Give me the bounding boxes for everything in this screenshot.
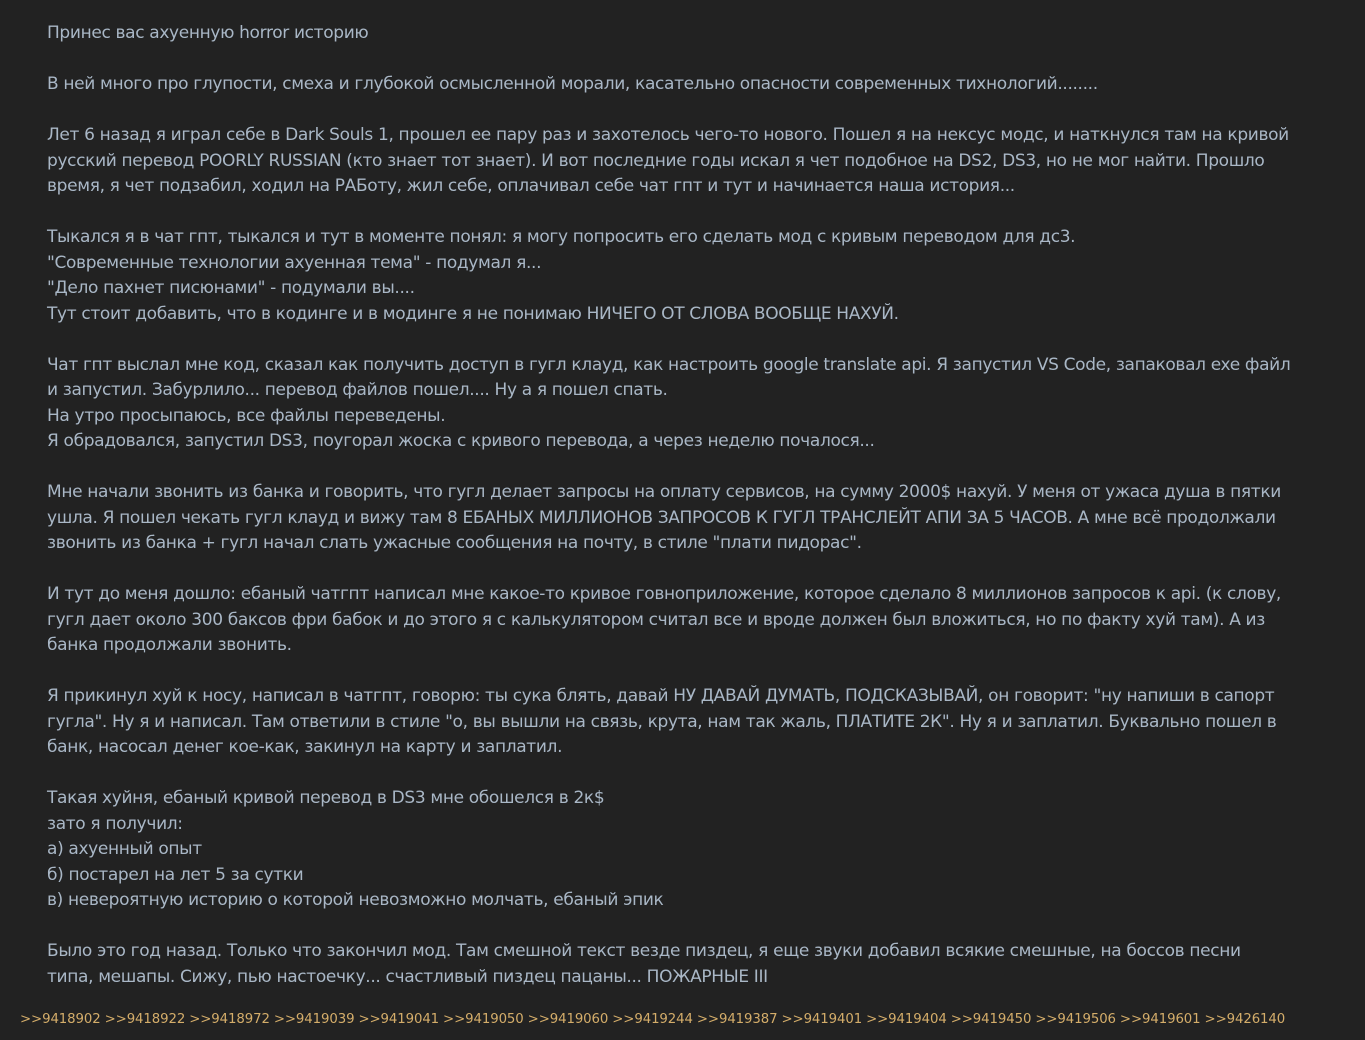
post-text-line: Тыкался я в чат гпт, тыкался и тут в моменте понял: я могу попросить его сделать мод с кривым переводом для дс3.	[47, 227, 1076, 247]
reply-link[interactable]: >>9419401	[781, 1012, 863, 1027]
reply-link[interactable]: >>9418972	[189, 1012, 270, 1027]
reply-link[interactable]: >>9419039	[273, 1012, 355, 1027]
post-text-line: банка продолжали звонить.	[47, 635, 292, 655]
reply-link[interactable]: >>9419387	[696, 1012, 778, 1027]
post-text-line: И тут до меня дошло: ебаный чатгпт написал мне какое-то кривое говноприложение, которое сделало 8 миллионов запросов к api. (к слову,	[47, 584, 1281, 604]
post-paragraph	[47, 786, 1352, 914]
post-text-line: Было это год назад. Только что закончил мод. Там смешной текст везде пиздец, я еще звуки добавил всякие смешные, на боссов песни	[47, 941, 1241, 961]
post-body	[47, 21, 1352, 990]
post-text-line: Я прикинул хуй к носу, написал в чатгпт, говорю: ты сука блять, давай НУ ДАВАЙ ДУМАТЬ, ПОДСКАЗЫВАЙ, он говорит: "ну напиши в сапорт	[47, 686, 1275, 706]
post-text-line: зато я получил:	[47, 813, 183, 834]
post-paragraph	[47, 684, 1352, 761]
post-text-line: Тут стоит добавить, что в кодинге и в модинге я не понимаю НИЧЕГО ОТ СЛОВА ВООБЩЕ НАХУЙ.	[47, 303, 899, 324]
reply-link[interactable]: >>9418922	[104, 1012, 186, 1027]
post-text-line: гугла". Ну я и написал. Там ответили в стиле "о, вы вышли на связь, крута, нам так жаль, ПЛАТИТЕ 2К". Ну я и заплатил. Буквально пошел в	[47, 711, 1277, 732]
reply-link[interactable]: >>9419050	[443, 1012, 524, 1027]
post-text-line: Я обрадовался, запустил DS3, поугорал жоска с кривого перевода, а через неделю почалося...	[47, 431, 875, 451]
post-text-line: типа, мешапы. Сижу, пью настоечку... счастливый пиздец пацаны... ПОЖАРНЫЕ III	[47, 966, 768, 987]
post-text-line: и запустил. Забурлило... перевод файлов пошел.... Ну а я пошел спать.	[47, 380, 668, 400]
reply-link[interactable]: >>9418902	[20, 1012, 101, 1027]
reply-link[interactable]: >>9419450	[950, 1012, 1032, 1027]
post-paragraph	[47, 123, 1352, 200]
post-text-line: "Дело пахнет писюнами" - подумали вы....	[47, 278, 415, 298]
post-text-line: Чат гпт выслал мне код, сказал как получить доступ в гугл клауд, как настроить google translate api. Я запустил VS Code, запаковал exe файл	[47, 354, 1291, 375]
post-paragraph	[47, 939, 1352, 990]
post-text-line: На утро просыпаюсь, все файлы переведены.	[47, 405, 446, 426]
reply-link[interactable]: >>9419060	[527, 1012, 609, 1027]
post-text-line: банк, насосал денег кое-как, закинул на карту и заплатил.	[47, 737, 563, 757]
reply-link[interactable]: >>9419041	[358, 1012, 440, 1027]
post-text-line: звонить из банка + гугл начал слать ужасные сообщения на почту, в стиле "плати пидорас".	[47, 533, 862, 553]
post-text-line: Такая хуйня, ебаный кривой перевод в DS3 мне обошелся в 2к$	[47, 788, 605, 808]
post-paragraph	[47, 480, 1352, 557]
post-text-line: гугл дает около 300 баксов фри бабок и до этого я с калькулятором считал все и вроде должен был вложиться, но по факту хуй там). А из	[47, 609, 1265, 630]
reply-link[interactable]: >>9419244	[612, 1012, 693, 1027]
post-text-line: время, я чет подзабил, ходил на РАБоту, жил себе, оплачивал себе чат гпт и тут и начинается наша история...	[47, 176, 1015, 196]
reply-links-bar	[20, 1010, 1350, 1030]
post-text-line: Лет 6 назад я играл себе в Dark Souls 1, прошел ее пару раз и захотелось чего-то нового. Пошел я на нексус модс, и наткнулся там на кривой	[47, 125, 1289, 145]
reply-link[interactable]: >>9426140	[1204, 1012, 1286, 1027]
post-text-line: ушла. Я пошел чекать гугл клауд и вижу там 8 ЕБАНЫХ МИЛЛИОНОВ ЗАПРОСОВ К ГУГЛ ТРАНСЛЕЙТ АПИ ЗА 5 ЧАСОВ. А мне всё продолжали	[47, 507, 1276, 528]
post-text-line: В ней много про глупости, смеха и глубокой осмысленной морали, касательно опасности современных тихнологий........	[47, 74, 1098, 94]
reply-link[interactable]: >>9419601	[1119, 1012, 1201, 1027]
post-text-line: Принес вас ахуенную horror историю	[47, 23, 369, 43]
post-text-line: в) невероятную историю о которой невозможно молчать, ебаный эпик	[47, 890, 664, 910]
reply-link[interactable]: >>9419404	[866, 1012, 947, 1027]
post-text-line: Мне начали звонить из банка и говорить, что гугл делает запросы на оплату сервисов, на сумму 2000$ нахуй. У меня от ужаса душа в пятки	[47, 482, 1281, 502]
post-paragraph	[47, 225, 1352, 327]
post-text-line: б) постарел на лет 5 за сутки	[47, 864, 304, 885]
post-paragraph	[47, 21, 1352, 47]
post-text-line: русский перевод POORLY RUSSIAN (кто знает тот знает). И вот последние годы искал я чет подобное на DS2, DS3, но не мог найти. Прошло	[47, 150, 1265, 171]
post-paragraph	[47, 582, 1352, 659]
post-paragraph	[47, 353, 1352, 455]
post-text-line: "Современные технологии ахуенная тема" - подумал я...	[47, 252, 542, 273]
post-paragraph	[47, 72, 1352, 98]
reply-link[interactable]: >>9419506	[1035, 1012, 1116, 1027]
post-text-line: а) ахуенный опыт	[47, 839, 202, 859]
